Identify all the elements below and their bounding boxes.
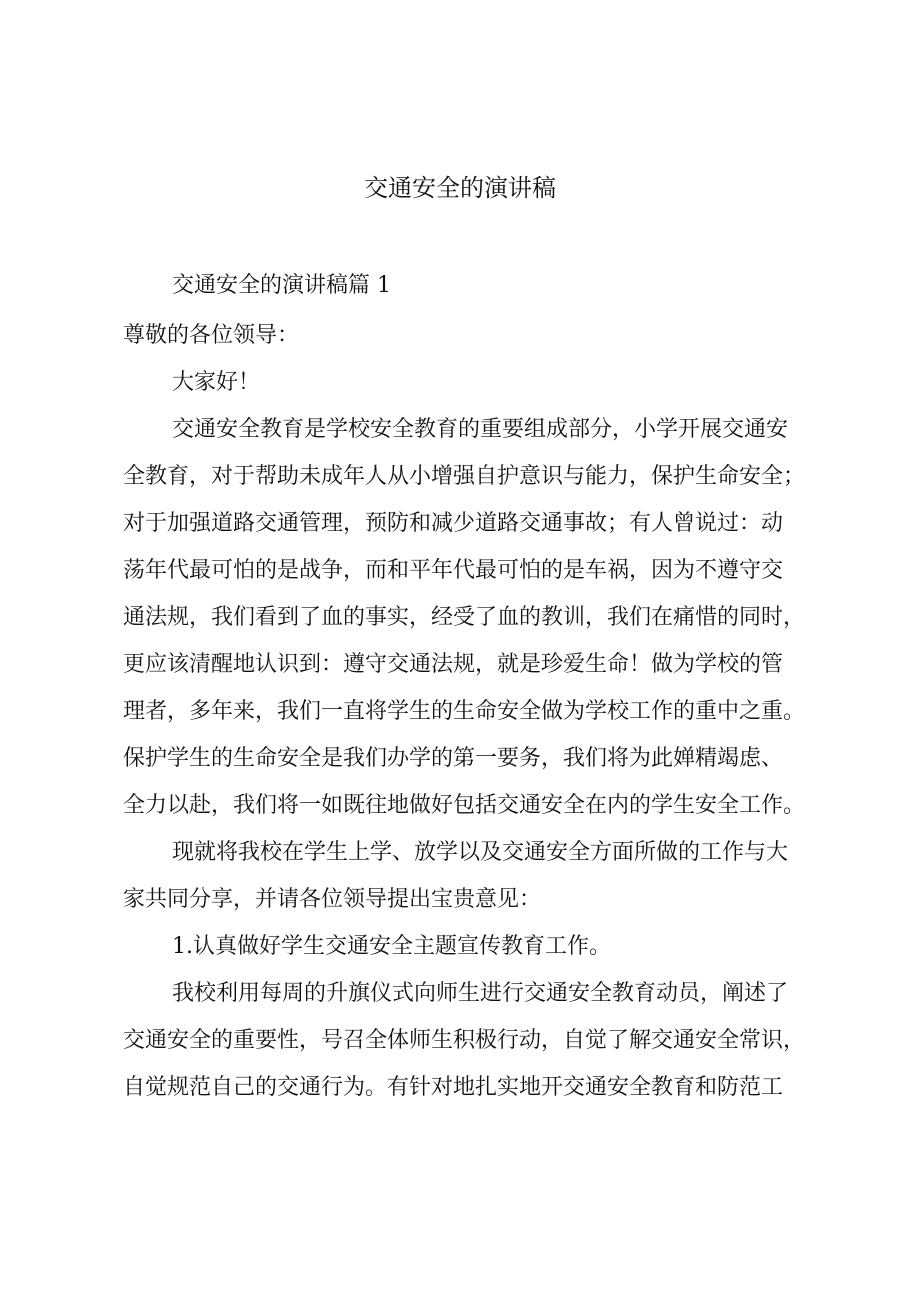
paragraph-line: 全力以赴，我们将一如既往地做好包括交通安全在内的学生安全工作。 (123, 793, 806, 818)
salutation: 尊敬的各位领导： (123, 323, 300, 348)
paragraph-line: 自觉规范自己的交通行为。有针对地扎实地开交通安全教育和防范工 (123, 1075, 784, 1100)
paragraph-line: 现就将我校在学生上学、放学以及交通安全方面所做的工作与大 (172, 840, 789, 865)
paragraph-line: 保护学生的生命安全是我们办学的第一要务，我们将为此婵精竭虑、 (123, 746, 784, 771)
paragraph-line: 我校利用每周的升旗仪式向师生进行交通安全教育动员，阐述了 (172, 981, 789, 1006)
paragraph-line: 通法规，我们看到了血的事实，经受了血的教训，我们在痛惜的同时， (123, 605, 806, 630)
greeting: 大家好！ (172, 370, 261, 395)
document-title: 交通安全的演讲稿 (364, 174, 556, 202)
paragraph-line: 家共同分享，并请各位领导提出宝贵意见： (123, 887, 542, 912)
paragraph-line: 荡年代最可怕的是战争，而和平年代最可怕的是车祸，因为不遵守交 (123, 558, 784, 583)
paragraph-line: 更应该清醒地认识到：遵守交通法规，就是珍爱生命！做为学校的管 (123, 652, 784, 677)
numbered-heading: 1.认真做好学生交通安全主题宣传教育工作。 (172, 934, 611, 959)
paragraph-line: 理者，多年来，我们一直将学生的生命安全做为学校工作的重中之重。 (123, 699, 806, 724)
paragraph-line: 全教育，对于帮助未成年人从小增强自护意识与能力，保护生命安全； (123, 464, 806, 489)
paragraph-line: 对于加强道路交通管理，预防和减少道路交通事故；有人曾说过：动 (123, 511, 784, 536)
section-title: 交通安全的演讲稿篇 1 (172, 273, 391, 298)
paragraph-line: 交通安全的重要性，号召全体师生积极行动，自觉了解交通安全常识， (123, 1028, 806, 1053)
paragraph-line: 交通安全教育是学校安全教育的重要组成部分，小学开展交通安 (172, 417, 789, 442)
